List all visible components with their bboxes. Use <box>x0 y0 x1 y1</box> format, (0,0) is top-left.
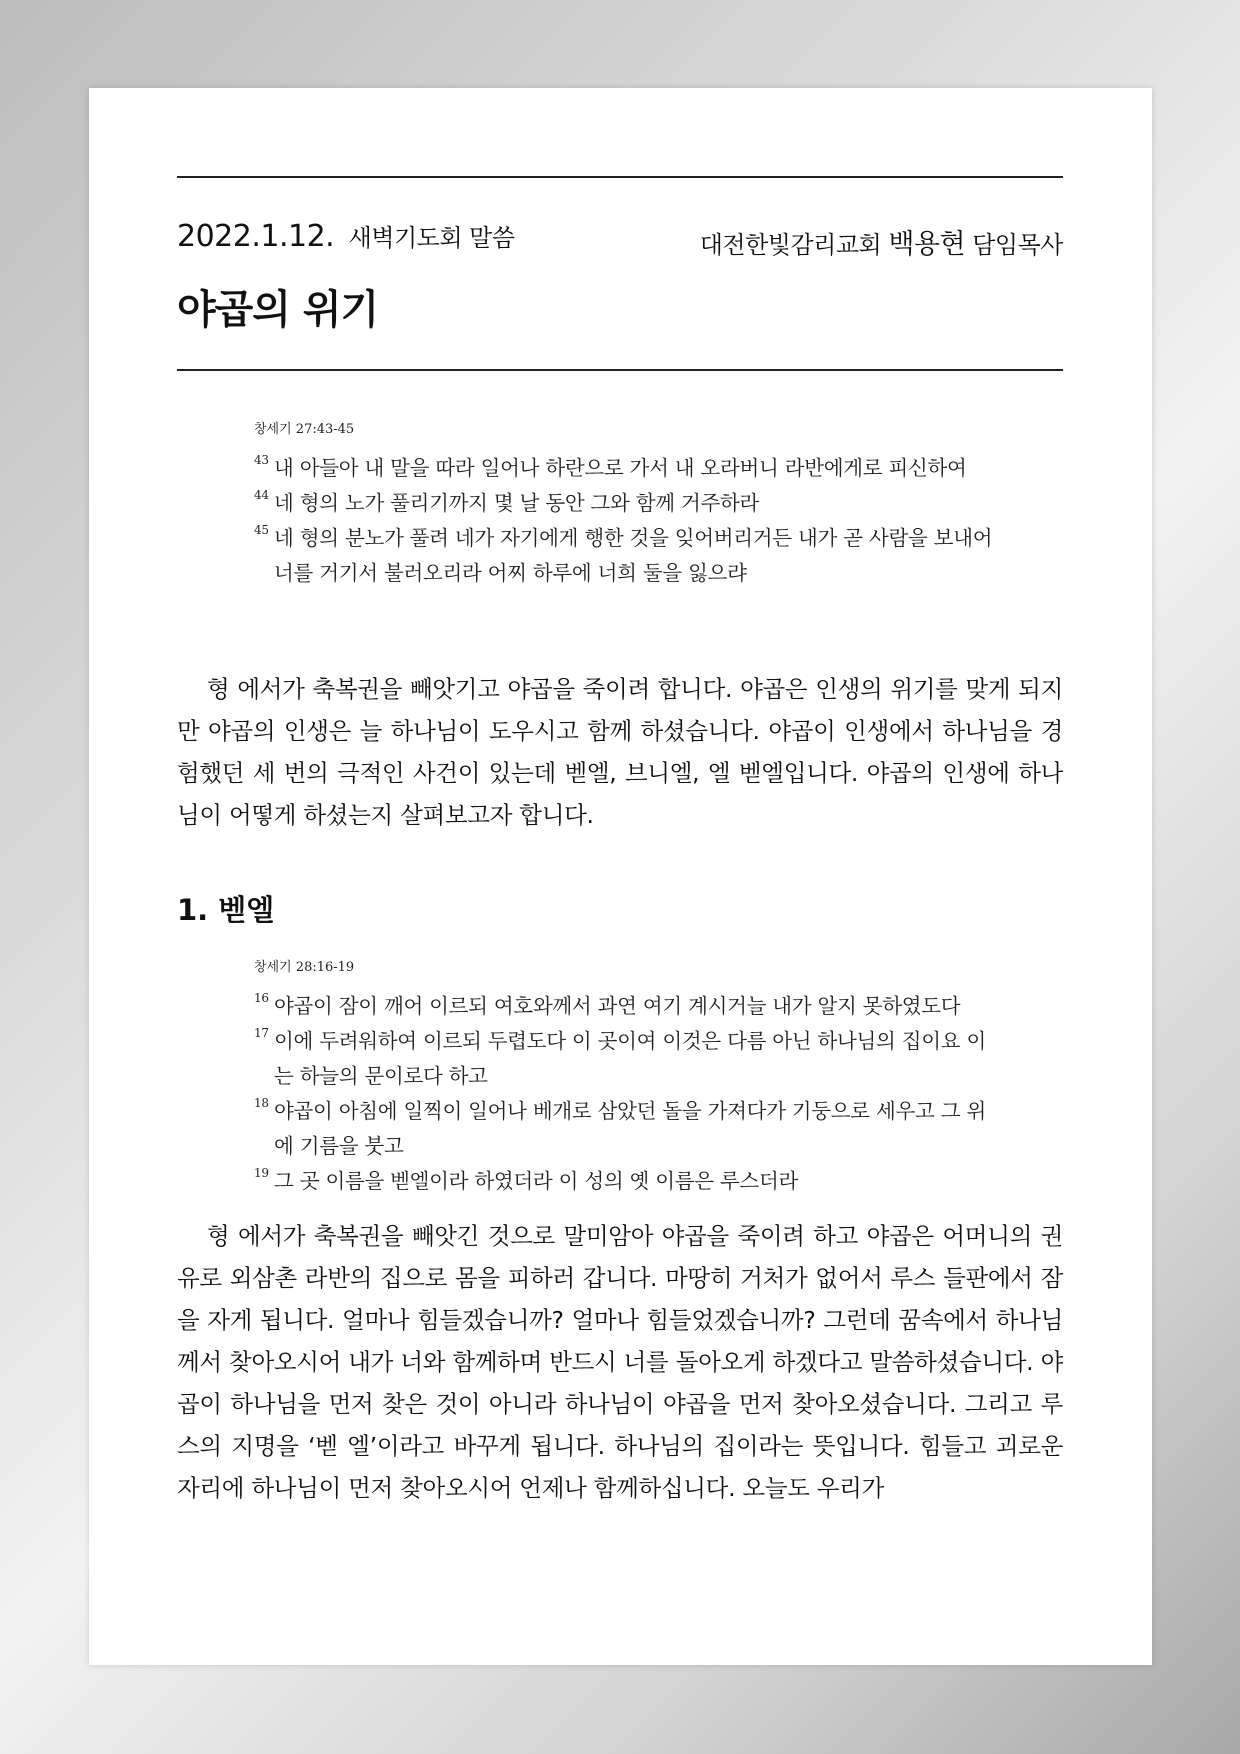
sermon-date: 2022.1.12. <box>177 219 335 254</box>
verse-number: 45 <box>254 523 269 537</box>
bottom-rule <box>177 369 1063 371</box>
verse-number: 44 <box>254 488 269 502</box>
verse-number: 19 <box>254 1166 269 1180</box>
verse-text: 내 아들아 내 말을 따라 일어나 하란으로 가서 내 오라버니 라반에게로 피신하여 <box>274 456 967 480</box>
verse <box>254 1024 994 1094</box>
verse-text: 야곱이 아침에 일찍이 일어나 베개로 삼았던 돌을 가져다가 기둥으로 세우고 그 위에 기름을 붓고 <box>274 1099 986 1158</box>
verse-text: 야곱이 잠이 깨어 이르되 여호와께서 과연 여기 계시거늘 내가 알지 못하였도다 <box>274 994 961 1018</box>
verse-text: 그 곳 이름을 벧엘이라 하였더라 이 성의 옛 이름은 루스더라 <box>274 1169 799 1193</box>
scripture-block-1 <box>254 418 994 591</box>
verse <box>254 486 994 521</box>
verse <box>254 1094 994 1164</box>
verse <box>254 989 994 1024</box>
sermon-date-service <box>177 218 515 254</box>
verse <box>254 521 994 591</box>
verse-text: 네 형의 노가 풀리기까지 몇 날 동안 그와 함께 거주하라 <box>274 491 760 515</box>
top-rule <box>177 176 1063 178</box>
verse <box>254 1164 994 1199</box>
section-heading: 1. 벧엘 <box>177 893 275 927</box>
preacher-info <box>700 222 1063 261</box>
scripture-reference: 창세기 27:43-45 <box>254 422 355 437</box>
verse-text: 네 형의 분노가 풀려 네가 자기에게 행한 것을 잊어버리거든 내가 곧 사람을 보내어 너를 거기서 불러오리라 어찌 하루에 너희 둘을 잃으랴 <box>274 526 993 585</box>
sermon-meta <box>177 218 1063 258</box>
verse <box>254 451 994 486</box>
verse-number: 18 <box>254 1096 269 1110</box>
section-paragraph: 형 에서가 축복권을 빼앗긴 것으로 말미암아 야곱을 죽이려 하고 야곱은 어머니의 권유로 외삼촌 라반의 집으로 몸을 피하러 갑니다. 마땅히 거처가 없어서 루스 들판에서 잠을 자게 됩니다. 얼마나 힘들겠습니까? 얼마나 힘들었겠습니까? 그런데 꿈속에서 하나님께서 찾아오시어 내가 너와 함께하며 반드시 너를 돌아오게 하겠다고 말씀하셨습니다. 야곱이 하나님을 먼저 찾은 것이 아니라 하나님이 야곱을 먼저 찾아오셨습니다. 그리고 루스의 지명을 ‘벧 엘’이라고 바꾸게 됩니다. 하나님의 집이라는 뜻입니다. 힘들고 괴로운 자리에 하나님이 먼저 찾아오시어 언제나 함께하십니다. 오늘도 우리가 <box>177 1222 1063 1502</box>
scripture-reference: 창세기 28:16-19 <box>254 960 355 975</box>
verse-number: 43 <box>254 453 269 467</box>
service-name: 새벽기도회 말씀 <box>348 224 515 252</box>
verse-text: 이에 두려워하여 이르되 두렵도다 이 곳이여 이것은 다름 아닌 하나님의 집이요 이는 하늘의 문이로다 하고 <box>274 1029 986 1088</box>
document-page <box>89 88 1152 1665</box>
sermon-title: 야곱의 위기 <box>177 287 379 333</box>
church-name: 대전한빛감리교회 <box>699 231 882 259</box>
intro-paragraph: 형 에서가 축복권을 빼앗기고 야곱을 죽이려 합니다. 야곱은 인생의 위기를 맞게 되지만 야곱의 인생은 늘 하나님이 도우시고 함께 하셨습니다. 야곱이 인생에서 하나님을 경험했던 세 번의 극적인 사건이 있는데 벧엘, 브니엘, 엘 벧엘입니다. 야곱의 인생에 하나님이 어떻게 하셨는지 살펴보고자 합니다. <box>177 675 1063 829</box>
preacher-title: 담임목사 <box>972 231 1063 259</box>
preacher-name: 백용현 <box>888 229 966 260</box>
verse-number: 17 <box>254 1026 269 1040</box>
scripture-block-2 <box>254 956 994 1199</box>
verse-number: 16 <box>254 991 269 1005</box>
